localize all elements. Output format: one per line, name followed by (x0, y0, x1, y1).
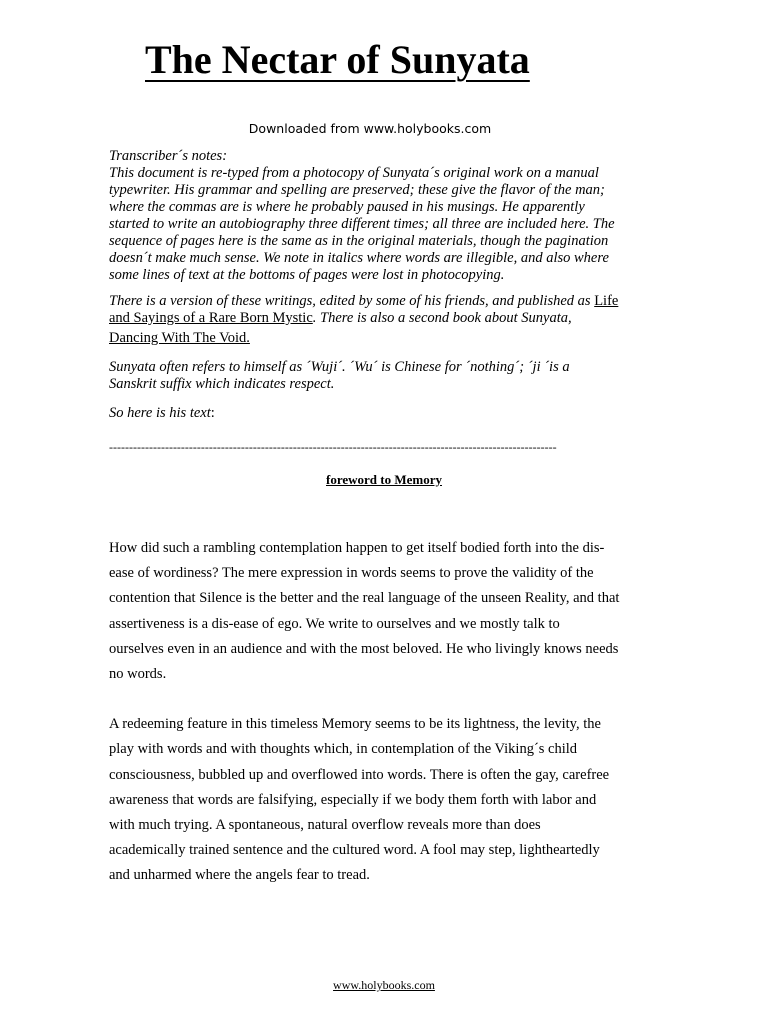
notes-line (109, 330, 659, 347)
body-line: play with words and with thoughts which, in contemplation of the Viking´s child (109, 741, 578, 758)
footer-link: www.holybooks.com (333, 978, 435, 992)
notes-line: started to write an autobiography three different times; all three are included here. The (109, 216, 615, 232)
body-line: academically trained sentence and the cultured word. A fool may step, lightheartedly (109, 842, 600, 859)
body-line: contention that Silence is the better and the real language of the unseen Reality, and that (109, 590, 620, 607)
notes-line (109, 293, 659, 310)
body-line: A redeeming feature in this timeless Memory seems to be its lightness, the levity, the (109, 716, 601, 733)
notes-paragraph-3 (109, 359, 659, 393)
notes-text: There is a version of these writings, edited by some of his friends, and published as (109, 293, 595, 309)
body-line: consciousness, bubbled up and overflowed into words. There is often the gay, carefree (109, 766, 610, 783)
body-line: awareness that words are falsifying, especially if we body them forth with labor and (109, 791, 597, 808)
downloaded-from-line: Downloaded from www.holybooks.com (248, 121, 492, 136)
body-line: assertiveness is a dis-ease of ego. We write to ourselves and we mostly talk to (109, 615, 560, 632)
body-line: ourselves even in an audience and with the most beloved. He who livingly knows needs (109, 640, 619, 657)
divider-line: ---------------------------------------------------------------------------------------------------------------- (109, 440, 557, 454)
notes-line: doesn´t make much sense. We note in italics where words are illegible, and also where (109, 250, 609, 266)
notes-line (109, 310, 659, 327)
notes-text: So here is his text (109, 405, 211, 421)
notes-line: some lines of text at the bottoms of pages were lost in photocopying. (109, 267, 505, 283)
body-line: ease of wordiness? The mere expression in words seems to prove the validity of the (109, 565, 594, 582)
notes-line: where the commas are is where he probably paused in his musings. He apparently (109, 199, 585, 215)
body-line: and unharmed where the angels fear to tread. (109, 867, 370, 884)
body-line: How did such a rambling contemplation happen to get itself bodied forth into the dis- (109, 540, 605, 556)
book-title-life-and-sayings: Life (594, 293, 619, 309)
book-title-life-and-sayings-cont: and Sayings of a Rare Born Mystic (109, 310, 313, 326)
body-text (109, 536, 669, 889)
notes-paragraph-2 (109, 293, 659, 347)
book-title-dancing-with-the-void: Dancing With The Void. (109, 330, 250, 346)
body-paragraph-2 (109, 712, 669, 888)
transcriber-notes (109, 148, 659, 422)
notes-line: Sanskrit suffix which indicates respect. (109, 376, 335, 392)
page-title: The Nectar of Sunyata (145, 37, 530, 82)
notes-paragraph-1 (109, 165, 659, 284)
notes-line: sequence of pages here is the same as in the original materials, though the pagination (109, 233, 609, 249)
notes-text: . There is also a second book about Sunyata, (312, 310, 572, 326)
body-line: no words. (109, 666, 167, 683)
notes-heading: Transcriber´s notes: (109, 148, 228, 164)
body-paragraph-1 (109, 536, 669, 687)
notes-line: This document is re-typed from a photocopy of Sunyata´s original work on a manual (109, 165, 599, 181)
notes-line: Sunyata often refers to himself as ´Wuji´. ´Wu´ is Chinese for ´nothing´; ´ji ´is a (109, 359, 570, 375)
body-line: with much trying. A spontaneous, natural overflow reveals more than does (109, 817, 541, 834)
notes-line: typewriter. His grammar and spelling are preserved; these give the flavor of the man; (109, 182, 605, 198)
notes-colon: : (210, 405, 215, 421)
section-heading: foreword to Memory (326, 472, 442, 487)
notes-paragraph-4 (109, 405, 659, 422)
